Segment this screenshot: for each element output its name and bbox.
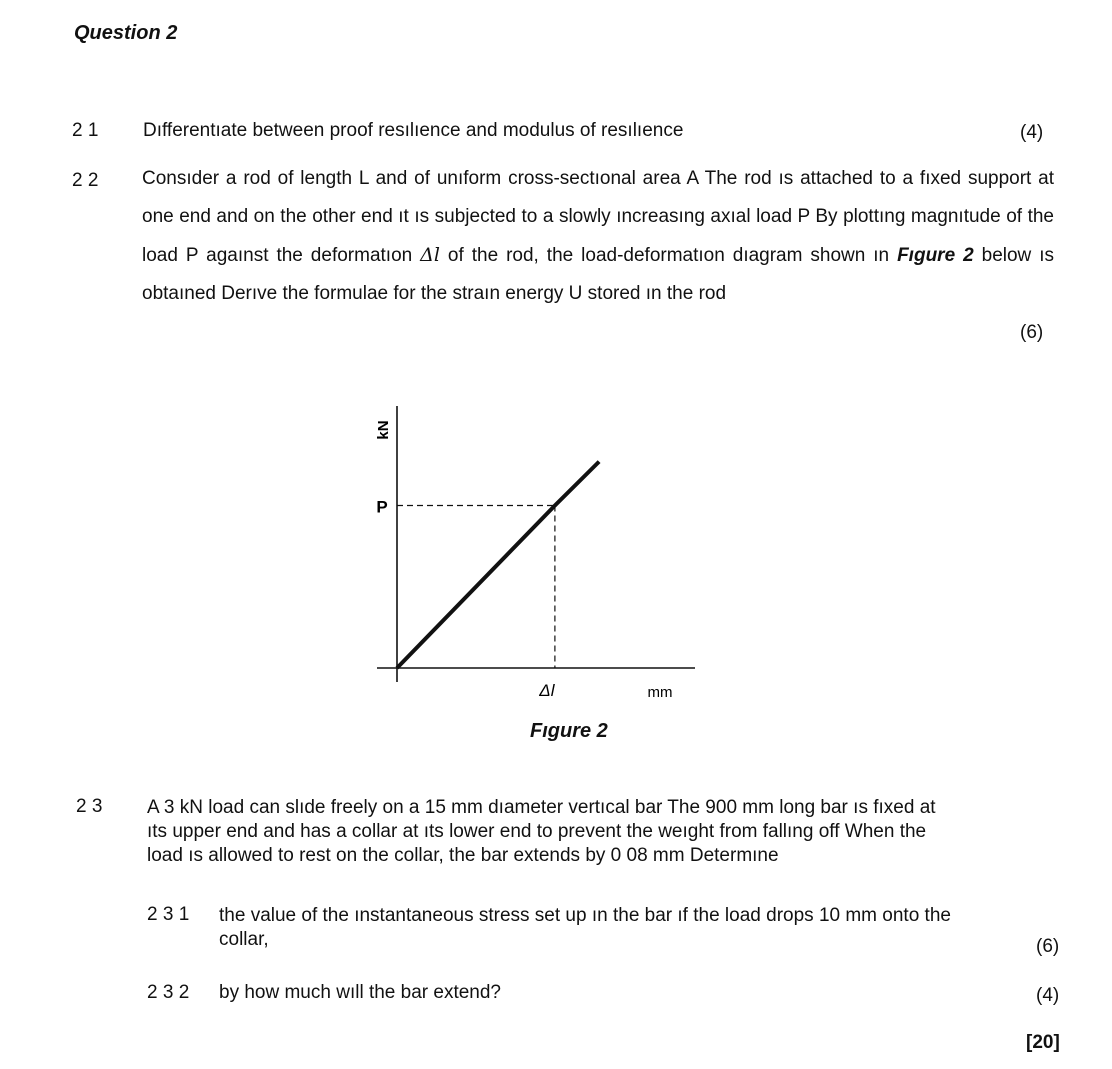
q22-text-middle: of the rod, the load-deformatıon dıagram shown ın [439, 245, 898, 266]
figure-reference: Fıgure 2 [897, 245, 974, 266]
q231-marks: (6) [1036, 936, 1060, 957]
delta-symbol: Δl [420, 244, 440, 266]
q23-number: 2 3 [76, 796, 103, 817]
q231-number: 2 3 1 [147, 904, 190, 925]
q22-number: 2 2 [72, 170, 99, 191]
q21-number: 2 1 [72, 120, 99, 141]
q21-marks: (4) [1020, 122, 1044, 143]
load-deformation-line [397, 462, 599, 668]
q23-line-3: load ıs allowed to rest on the collar, the bar extends by 0 08 mm Determıne [147, 845, 779, 866]
q231-line-2: collar, [219, 929, 269, 950]
y-axis-label: kN [375, 420, 392, 440]
q231-text [219, 904, 1059, 952]
q232-number: 2 3 2 [147, 982, 190, 1003]
q22-text [142, 160, 1054, 313]
x-axis-label: mm [647, 684, 673, 701]
q22-text-before: Consıder a rod of length L and of unıform cross-sectıonal area A The rod ıs attached to a fıxed support at one end and on the other end ıt ıs subjected to a slowly ıncreasıng axıal load P By plottıng magnıtude of the load P agaınst the deformatıon [142, 168, 1054, 266]
total-marks: [20] [1026, 1032, 1060, 1053]
q23-line-2: ıts upper end and has a collar at ıts lower end to prevent the weıght from fallıng off When the [147, 821, 927, 842]
q22-marks: (6) [1020, 322, 1044, 343]
p-label: P [376, 497, 388, 517]
q23-line-1: A 3 kN load can slıde freely on a 15 mm dıameter vertıcal bar The 900 mm long bar ıs fıxed at [147, 797, 936, 818]
q232-marks: (4) [1036, 985, 1060, 1006]
question-title: Question 2 [74, 22, 178, 44]
q21-text: Dıfferentıate between proof resılıence and modulus of resılıence [143, 120, 684, 141]
delta-l-label: Δl [539, 681, 555, 700]
q232-text: by how much wıll the bar extend? [219, 982, 501, 1003]
load-deformation-chart [370, 400, 710, 720]
q231-line-1: the value of the ınstantaneous stress set up ın the bar ıf the load drops 10 mm onto the [219, 905, 951, 926]
q23-text [147, 796, 1067, 868]
q22-text-after: below ıs obtaıned Derıve the formulae for the straın energy U stored ın the rod [142, 245, 1055, 304]
figure-caption: Fıgure 2 [530, 720, 608, 742]
